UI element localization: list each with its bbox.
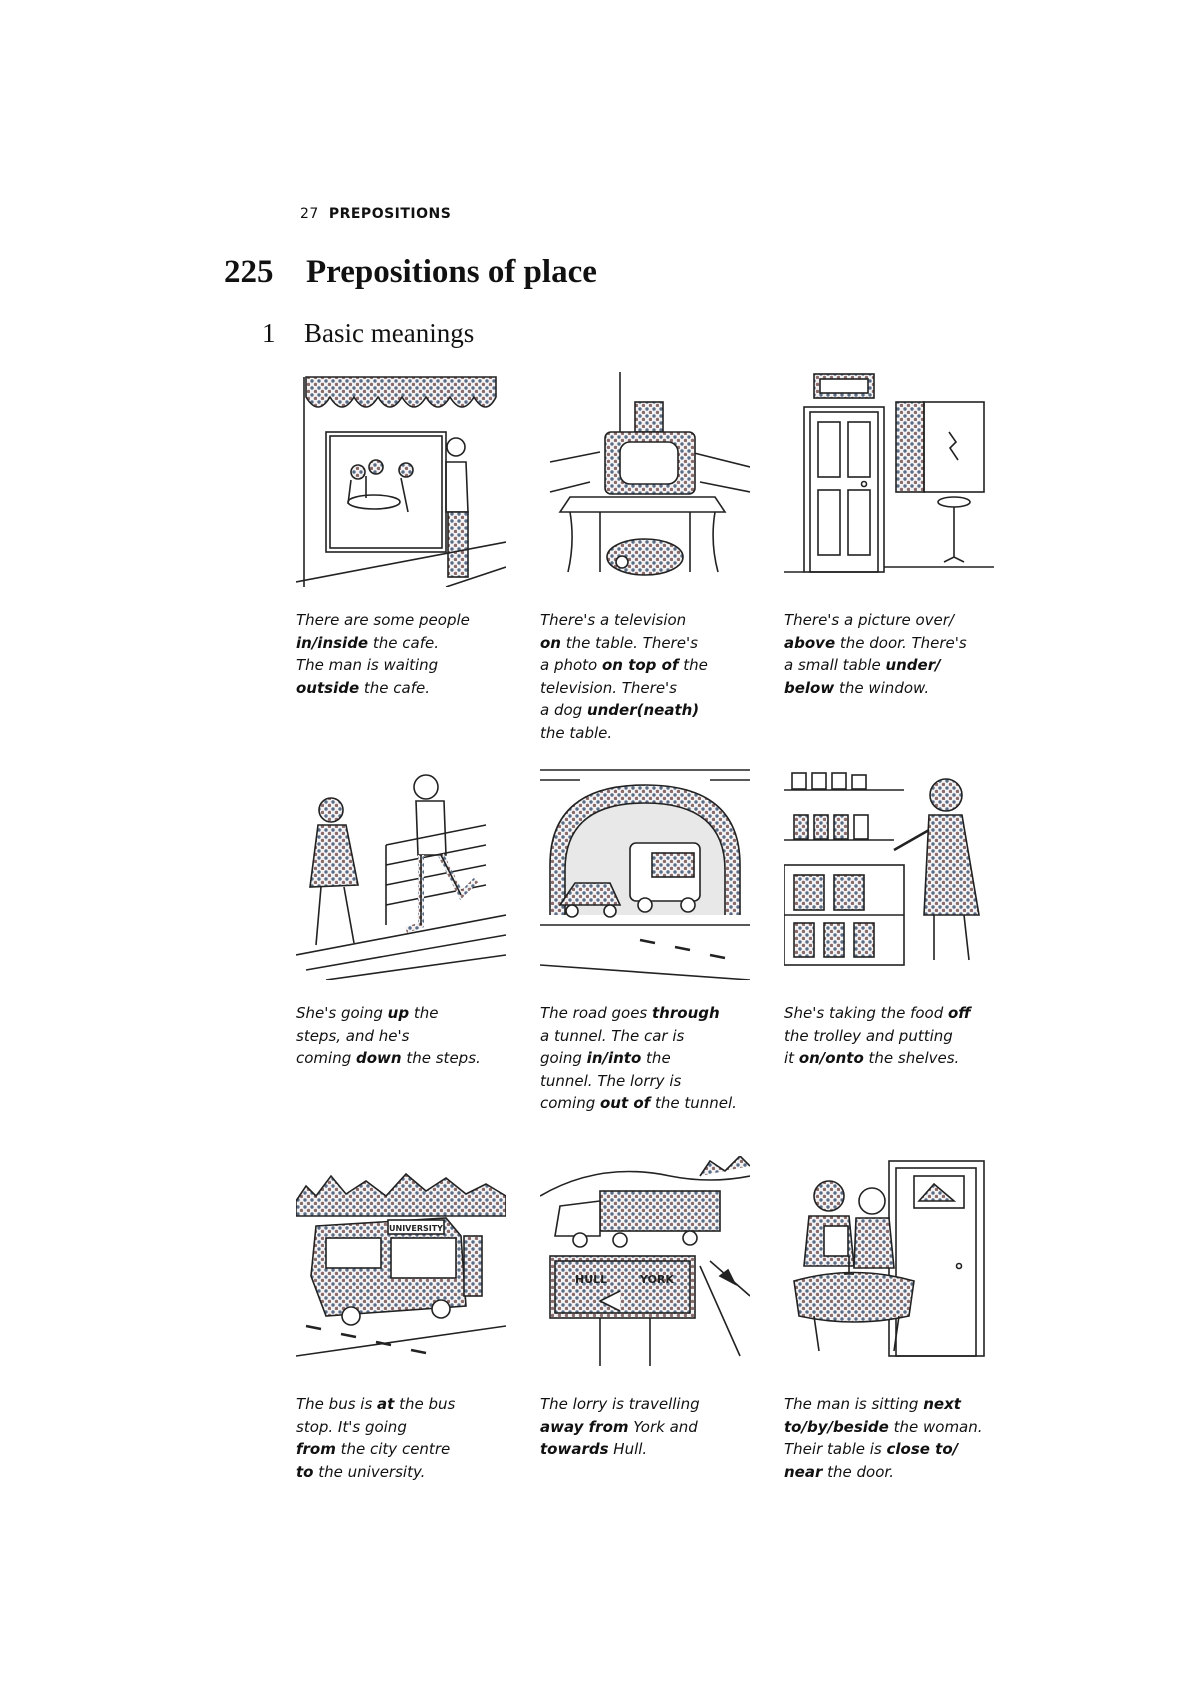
caption-text: the shelves. bbox=[863, 1049, 960, 1067]
bus-destination-sign: UNIVERSITY bbox=[389, 1224, 443, 1233]
subsection-number: 1 bbox=[262, 318, 276, 348]
caption-text: The bus is bbox=[296, 1395, 378, 1413]
caption-keyword: under(neath) bbox=[586, 701, 700, 719]
door-illustration bbox=[784, 372, 994, 587]
caption-lorry bbox=[540, 1393, 755, 1461]
caption-keyword: down bbox=[356, 1049, 402, 1067]
caption-text: the cafe. bbox=[359, 678, 431, 697]
caption-keyword: above bbox=[784, 633, 836, 652]
caption-keyword: to bbox=[296, 1462, 314, 1481]
sign-left-label: HULL bbox=[575, 1273, 608, 1286]
caption-door bbox=[784, 609, 999, 759]
caption-keyword: from bbox=[296, 1440, 336, 1458]
panel-lorry bbox=[540, 1156, 758, 1483]
caption-text: the steps, and he's coming bbox=[296, 1004, 439, 1067]
sign-right-label: YORK bbox=[640, 1273, 674, 1286]
steps-illustration bbox=[296, 765, 506, 980]
caption-keyword: in/into bbox=[586, 1049, 642, 1067]
caption-text: The lorry is travelling bbox=[540, 1395, 700, 1413]
caption-keyword: close to/ near bbox=[784, 1440, 959, 1481]
shop-illustration bbox=[784, 765, 994, 980]
subsection-heading: Basic meanings bbox=[304, 318, 475, 348]
caption-text: the table. There's a photo bbox=[540, 633, 698, 674]
caption-text: the door. bbox=[822, 1462, 894, 1481]
caption-text: the city centre bbox=[340, 1440, 451, 1458]
panel-tunnel bbox=[540, 765, 758, 1150]
caption-text: the window. bbox=[834, 678, 930, 697]
section-title bbox=[224, 254, 597, 291]
caption-television bbox=[540, 609, 755, 759]
caption-text: the door. There's a small table bbox=[784, 633, 967, 674]
caption-text: the television. There's a dog bbox=[540, 656, 708, 719]
caption-text: the cafe. The man is waiting bbox=[296, 633, 439, 674]
caption-text: a tunnel. The car is going bbox=[540, 1026, 685, 1067]
subsection-title bbox=[262, 318, 474, 349]
caption-keyword: off bbox=[948, 1004, 971, 1022]
caption-keyword: under/ below bbox=[784, 656, 941, 697]
illustration-grid bbox=[296, 372, 983, 1489]
caption-text: the trolley and putting it bbox=[784, 1026, 953, 1067]
caption-keyword: out of bbox=[600, 1094, 651, 1112]
bus-illustration bbox=[296, 1156, 506, 1371]
panel-couple bbox=[784, 1156, 1002, 1483]
section-number: 225 bbox=[224, 254, 274, 290]
caption-cafe bbox=[296, 609, 511, 759]
chapter-title: PREPOSITIONS bbox=[328, 206, 452, 222]
caption-keyword: in/inside bbox=[296, 633, 369, 652]
caption-steps bbox=[296, 1002, 511, 1150]
chapter-number: 27 bbox=[300, 206, 319, 222]
caption-keyword: at bbox=[377, 1395, 395, 1413]
caption-keyword: on bbox=[540, 633, 561, 652]
caption-text: the woman. Their table is bbox=[784, 1417, 983, 1458]
caption-text: York and bbox=[633, 1417, 698, 1436]
panel-cafe bbox=[296, 372, 514, 759]
caption-text: There's a picture over/ bbox=[784, 611, 954, 629]
caption-bus bbox=[296, 1393, 511, 1483]
caption-keyword: on top of bbox=[602, 656, 679, 674]
caption-text: the bus stop. It's going bbox=[296, 1395, 456, 1436]
section-heading: Prepositions of place bbox=[306, 254, 597, 290]
caption-keyword: through bbox=[652, 1004, 720, 1022]
television-illustration bbox=[540, 372, 750, 587]
panel-shop bbox=[784, 765, 1002, 1150]
caption-text: the tunnel. bbox=[650, 1094, 737, 1112]
caption-text: Hull. bbox=[608, 1440, 648, 1458]
caption-text: The man is sitting bbox=[784, 1395, 924, 1413]
panel-television bbox=[540, 372, 758, 759]
caption-keyword: outside bbox=[296, 678, 360, 697]
caption-text: The road goes bbox=[540, 1004, 653, 1022]
caption-text: the table. bbox=[540, 723, 613, 742]
caption-text: the university. bbox=[313, 1462, 426, 1481]
caption-keyword: towards bbox=[540, 1440, 609, 1458]
panel-door bbox=[784, 372, 1002, 759]
panel-bus bbox=[296, 1156, 514, 1483]
couple-illustration bbox=[784, 1156, 994, 1371]
caption-keyword: next to/by/beside bbox=[784, 1395, 961, 1436]
panel-steps bbox=[296, 765, 514, 1150]
caption-text: the steps. bbox=[401, 1049, 481, 1067]
caption-text: She's taking the food bbox=[784, 1004, 948, 1022]
caption-couple bbox=[784, 1393, 999, 1483]
caption-keyword: away from bbox=[540, 1417, 629, 1436]
caption-shop bbox=[784, 1002, 999, 1150]
caption-text: There are some people bbox=[296, 611, 470, 629]
caption-keyword: up bbox=[387, 1004, 410, 1022]
tunnel-illustration bbox=[540, 765, 750, 980]
lorry-illustration bbox=[540, 1156, 750, 1371]
caption-text: the tunnel. The lorry is coming bbox=[540, 1049, 682, 1112]
caption-text: There's a television bbox=[540, 611, 687, 629]
running-head bbox=[300, 206, 451, 222]
caption-keyword: on/onto bbox=[798, 1049, 864, 1067]
cafe-illustration bbox=[296, 372, 506, 587]
caption-tunnel bbox=[540, 1002, 755, 1150]
caption-text: She's going bbox=[296, 1004, 388, 1022]
